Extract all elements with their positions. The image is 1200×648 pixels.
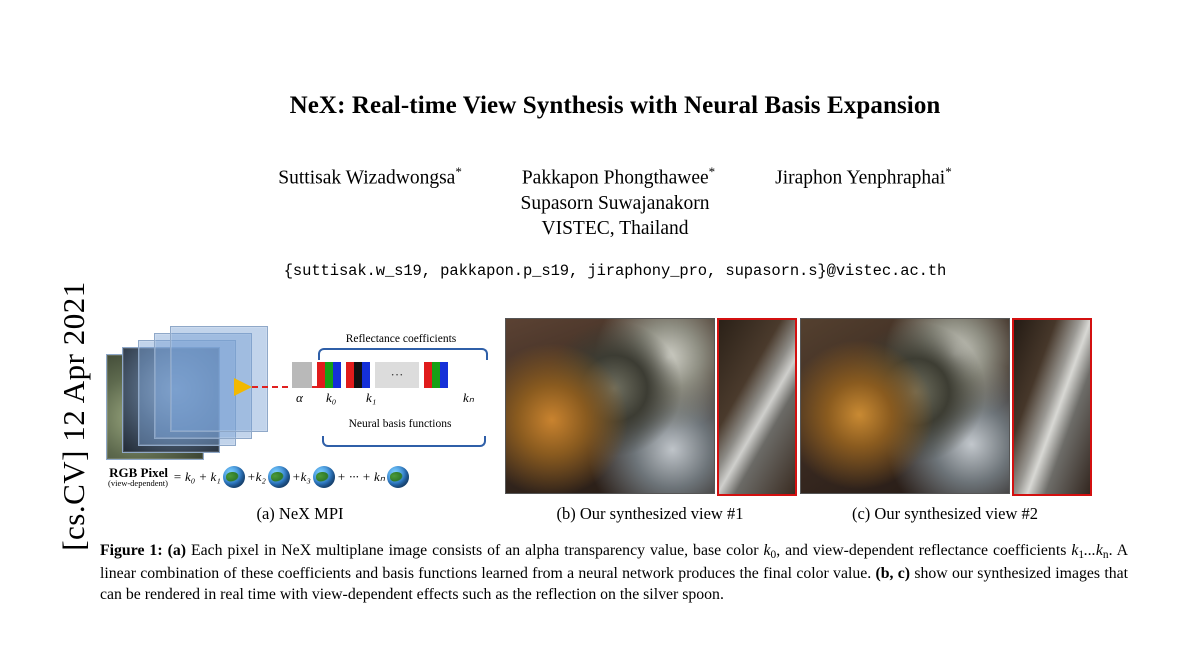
author-emails: {suttisak.w_s19, pakkapon.p_s19, jiraphony_pro, supasorn.s}@vistec.ac.th bbox=[283, 261, 947, 280]
neural-basis-brace bbox=[322, 436, 486, 447]
eq-term-2: +k₂ bbox=[246, 469, 266, 484]
author-1 bbox=[278, 164, 462, 190]
mpi-plane-front bbox=[170, 326, 268, 432]
eq-term-3: +k₃ bbox=[291, 469, 311, 484]
figure-caption-kdots: ...k bbox=[1084, 542, 1103, 559]
subcaption-a: (a) NeX MPI bbox=[256, 504, 344, 523]
author-1-mark: * bbox=[455, 164, 462, 179]
author-3-mark: * bbox=[945, 164, 952, 179]
author-3-name: Jiraphon Yenphraphai bbox=[775, 167, 946, 189]
pixel-equation bbox=[108, 458, 500, 496]
tick-alpha: α bbox=[296, 390, 303, 405]
eq-term-1: = k₀ + k₁ bbox=[172, 469, 221, 484]
arxiv-stamp: [cs.CV] 12 Apr 2021 bbox=[56, 281, 91, 551]
mpi-diagram bbox=[100, 318, 500, 503]
subcaption-b: (b) Our synthesized view #1 bbox=[556, 504, 744, 523]
k1-b bbox=[362, 362, 370, 388]
author-list bbox=[100, 164, 1130, 190]
figure-caption-k0: k bbox=[763, 542, 771, 559]
mpi-plane-stack bbox=[106, 326, 291, 466]
figure-caption-text-3: . A linear combination of these coefficients and basis functions learned from a neural network produces the final color value. bbox=[100, 542, 1129, 583]
pixel-equation-lead-text: RGB Pixel bbox=[109, 464, 168, 480]
synth-view-2-inset bbox=[1012, 318, 1092, 496]
coefficient-bar bbox=[292, 362, 448, 388]
author-3 bbox=[775, 164, 952, 190]
pixel-equation-lead bbox=[108, 466, 168, 489]
basis-globe-2 bbox=[268, 466, 290, 488]
tick-kn: kₙ bbox=[463, 390, 474, 405]
figure-caption-part-bc-label: (b, c) bbox=[875, 565, 911, 583]
tick-k0: k₀ bbox=[326, 390, 337, 405]
figure-caption-k0-sub: 0 bbox=[770, 549, 777, 562]
alpha-block bbox=[292, 362, 312, 388]
synth-view-2-image bbox=[800, 318, 1010, 494]
pixel-equation-lead-sub: (view-dependent) bbox=[108, 478, 168, 489]
author-2-mark: * bbox=[708, 164, 716, 179]
camera-icon bbox=[234, 378, 252, 396]
paper-column bbox=[100, 0, 1130, 648]
figure-caption-text-2: , and view-dependent reflectance coefficients bbox=[776, 542, 1072, 559]
subcaption-c: (c) Our synthesized view #2 bbox=[851, 504, 1039, 523]
kn-g bbox=[432, 362, 440, 388]
k0-r bbox=[317, 362, 325, 388]
figure-caption-text-4: show our synthesized images that can be rendered in real time with view-dependent effects such as the reflection on the silver spoon. bbox=[100, 565, 1129, 604]
figure-caption-k1: k bbox=[1071, 542, 1079, 559]
figure-caption-kn-sub: n bbox=[1102, 549, 1109, 562]
page-title: NeX: Real-time View Synthesis with Neural Basis Expansion bbox=[289, 92, 941, 119]
coefficient-ticks bbox=[292, 390, 492, 408]
neural-basis-label: Neural basis functions bbox=[348, 418, 452, 430]
basis-globe-3 bbox=[313, 466, 335, 488]
affiliation-line-1: Supasorn Suwajanakorn bbox=[520, 192, 710, 214]
figure-subcaptions bbox=[100, 504, 1130, 526]
synth-view-1-image bbox=[505, 318, 715, 494]
basis-globe-1 bbox=[223, 466, 245, 488]
tick-k1: k₁ bbox=[366, 390, 377, 405]
figure-caption-part-a-label: (a) bbox=[167, 542, 186, 559]
synth-view-1-inset bbox=[717, 318, 797, 496]
k0-g bbox=[325, 362, 333, 388]
k1-k bbox=[354, 362, 362, 388]
author-2-name: Pakkapon Phongthawee bbox=[521, 167, 709, 189]
affiliation-line-2: VISTEC, Thailand bbox=[541, 217, 689, 239]
reflectance-coefficients-label: Reflectance coefficients bbox=[345, 333, 457, 345]
figure-1 bbox=[100, 318, 1130, 523]
reflectance-brace bbox=[318, 348, 488, 360]
figure-caption-k1-sub: 1 bbox=[1078, 549, 1085, 562]
basis-globe-n bbox=[387, 466, 409, 488]
figure-caption-prefix: Figure 1: bbox=[100, 542, 163, 559]
author-1-name: Suttisak Wizadwongsa bbox=[278, 167, 456, 189]
coefficients-ellipsis: ··· bbox=[375, 362, 419, 388]
kn-b bbox=[440, 362, 448, 388]
figure-caption bbox=[100, 540, 1128, 605]
author-2 bbox=[522, 164, 715, 190]
kn-r bbox=[424, 362, 432, 388]
k1-r bbox=[346, 362, 354, 388]
k0-b bbox=[333, 362, 341, 388]
figure-caption-text-1: Each pixel in NeX multiplane image consists of an alpha transparency value, base color bbox=[185, 542, 764, 559]
eq-term-4: + ··· + kₙ bbox=[336, 469, 385, 484]
